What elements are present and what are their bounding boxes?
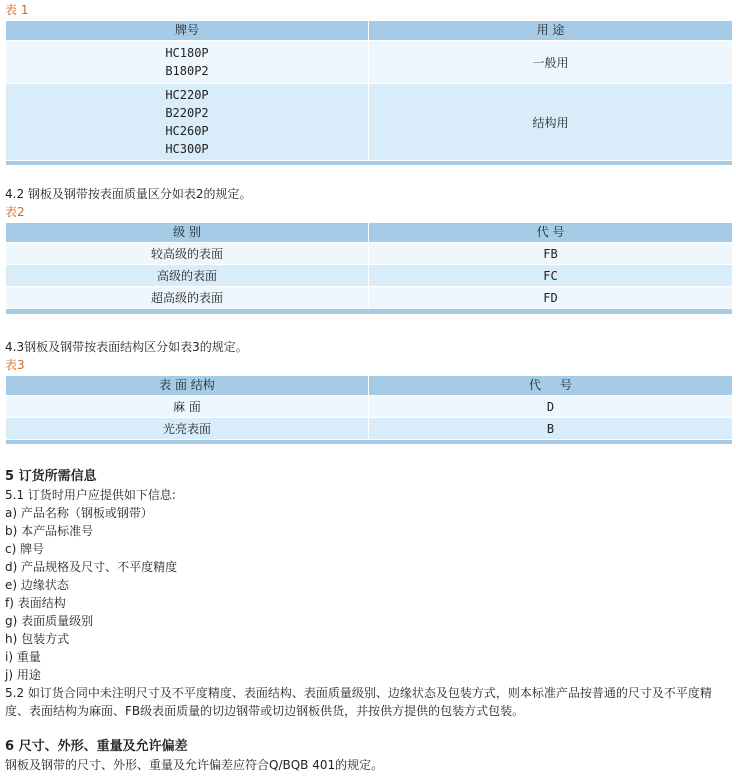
table-row (6, 265, 732, 286)
table1-use-cell: 一般用 (369, 41, 732, 83)
section6-title: 6 尺寸、外形、重量及允许偏差 (5, 739, 188, 754)
list-item: a) 产品名称（钢板或钢带） (5, 506, 153, 520)
table1-header-use: 用 途 (369, 21, 732, 40)
table-row (6, 396, 732, 417)
grade-code: HC180P (165, 46, 209, 60)
table3-footer-bar (6, 440, 732, 444)
table2-code-cell: FC (369, 265, 732, 286)
table2-footer-bar (6, 309, 732, 314)
table3-footer-row (6, 440, 732, 444)
list-item: f) 表面结构 (5, 596, 66, 610)
grade-code: HC220P (165, 88, 209, 102)
table2-caption: 表2 (5, 205, 25, 219)
list-item: h) 包装方式 (5, 632, 70, 646)
table3-header-row (6, 376, 732, 395)
list-item: d) 产品规格及尺寸、不平度精度 (5, 560, 178, 574)
table3-header-structure: 表 面 结构 (6, 376, 368, 395)
table1-header-grade: 牌号 (6, 21, 368, 40)
table3-code-cell: D (369, 396, 732, 417)
table1-caption: 表 1 (5, 3, 29, 17)
table-row (6, 418, 732, 439)
table3-caption: 表3 (5, 358, 25, 372)
grade-code: HC260P (165, 124, 209, 138)
table1-grades-cell (6, 41, 368, 83)
table-row (6, 41, 732, 83)
table-row (6, 243, 732, 264)
grade-code: B220P2 (165, 106, 209, 120)
list-item: j) 用途 (5, 668, 41, 682)
table3-header-code: 代 号 (369, 376, 732, 395)
list-item: g) 表面质量级别 (5, 614, 94, 628)
table2-header-level: 级 别 (6, 223, 368, 242)
table3-structure-cell: 麻 面 (6, 396, 368, 417)
section5-title: 5 订货所需信息 (5, 469, 97, 484)
table1-use-cell: 结构用 (369, 84, 732, 160)
table2 (5, 222, 733, 315)
table-row (6, 84, 732, 160)
section5-list (5, 504, 177, 684)
table2-level-cell: 高级的表面 (6, 265, 368, 286)
list-item: i) 重量 (5, 650, 41, 664)
section6-text: 钢板及钢带的尺寸、外形、重量及允许偏差应符合Q/BQB 401的规定。 (5, 758, 384, 772)
table2-header-code: 代 号 (369, 223, 732, 242)
table3 (5, 375, 733, 445)
table2-code-cell: FB (369, 243, 732, 264)
table1-grades-cell (6, 84, 368, 160)
table2-header-row (6, 223, 732, 242)
table1 (5, 20, 733, 166)
table-row (6, 287, 732, 308)
table1-footer-bar (6, 161, 732, 165)
table2-code-cell: FD (369, 287, 732, 308)
table3-structure-cell: 光亮表面 (6, 418, 368, 439)
list-item: c) 牌号 (5, 542, 45, 556)
table1-header-row (6, 21, 732, 40)
table3-code-cell: B (369, 418, 732, 439)
grade-code: B180P2 (165, 64, 209, 78)
paragraph-5-2: 5.2 如订货合同中未注明尺寸及不平度精度、表面结构、表面质量级别、边缘状态及包装方式，则本标准产品按普通的尺寸及不平度精度、表面结构为麻面、FB级表面质量的切边钢带或切边钢板供货，并按供方提供的包装方式包装。 (5, 686, 712, 718)
table2-level-cell: 较高级的表面 (6, 243, 368, 264)
table1-footer-row (6, 161, 732, 165)
list-item: b) 本产品标准号 (5, 524, 94, 538)
paragraph-4-2: 4.2 钢板及钢带按表面质量区分如表2的规定。 (5, 187, 252, 201)
table2-footer-row (6, 309, 732, 314)
list-item: e) 边缘状态 (5, 578, 69, 592)
table2-level-cell: 超高级的表面 (6, 287, 368, 308)
paragraph-4-3: 4.3钢板及钢带按表面结构区分如表3的规定。 (5, 340, 248, 354)
section5-intro: 5.1 订货时用户应提供如下信息: (5, 488, 176, 502)
grade-code: HC300P (165, 142, 209, 156)
